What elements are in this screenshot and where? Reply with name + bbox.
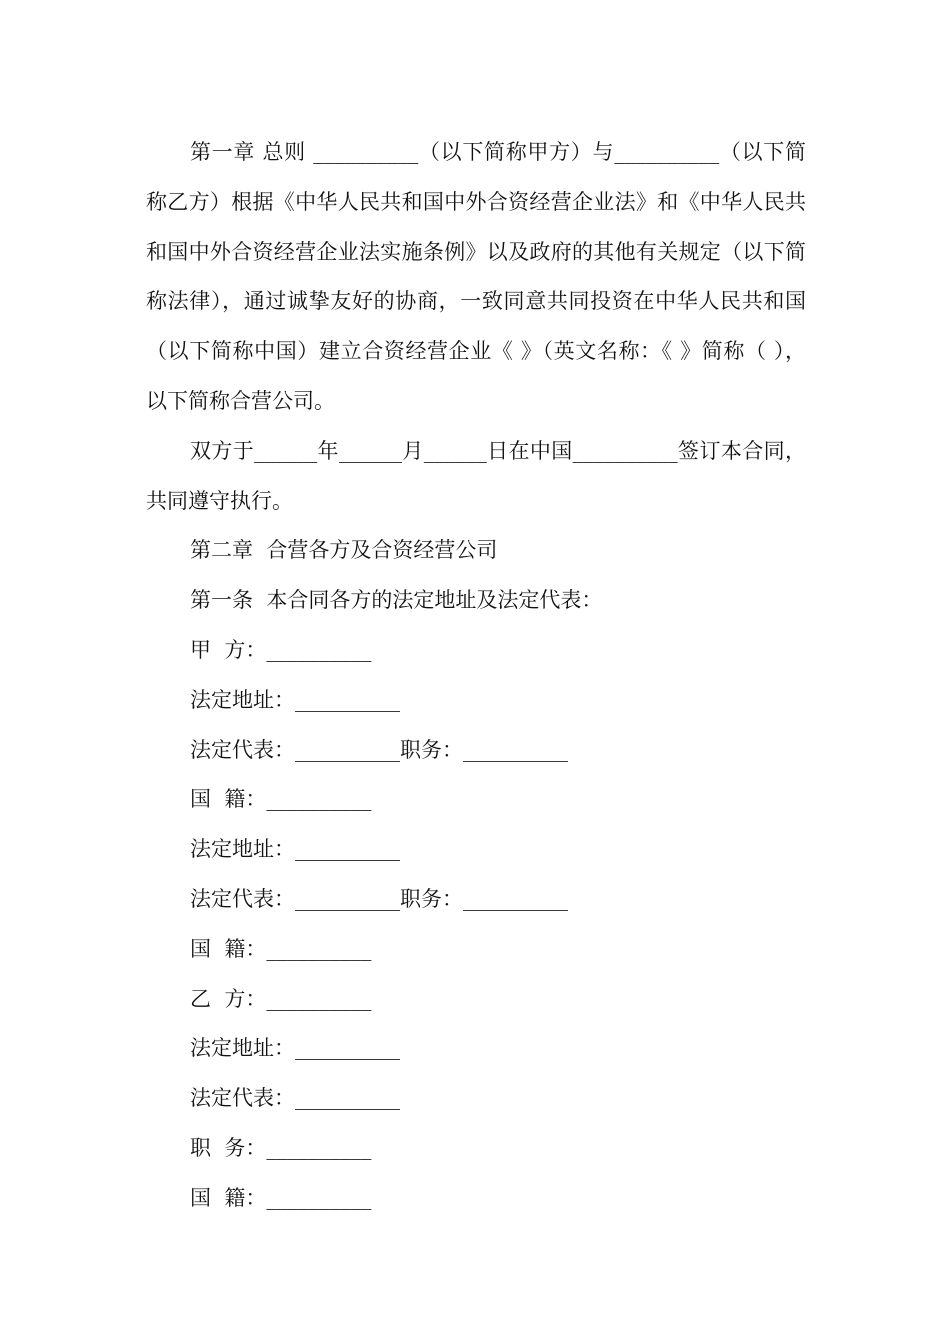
document-page (146, 128, 806, 1224)
legal-rep-field: 法定代表：__________ (190, 1086, 400, 1111)
legal-rep-position-field: 法定代表：__________职务：__________ (190, 886, 568, 911)
nationality-field: 国 籍：__________ (190, 936, 372, 961)
legal-address-field: 法定地址：__________ (190, 687, 400, 712)
nationality-field: 国 籍：__________ (190, 787, 372, 812)
article-one-heading: 第一条 本合同各方的法定地址及法定代表： (190, 588, 603, 613)
nationality-field: 国 籍：__________ (190, 1185, 372, 1210)
legal-address-field: 法定地址：__________ (190, 837, 400, 862)
party-a-field: 甲 方：__________ (190, 637, 372, 662)
legal-rep-position-field: 法定代表：__________职务：__________ (190, 737, 568, 762)
party-b-field: 乙 方：__________ (190, 986, 372, 1011)
chapter-two-heading: 第二章 合营各方及合资经营公司 (190, 538, 498, 563)
position-field: 职 务：__________ (190, 1135, 372, 1160)
chapter-one-paragraph: 第一章 总则 __________（以下简称甲方）与__________（以下简称乙方）根据《中华人民共和国中外合资经营企业法》和《中华人民共和国中外合资经营企业法实施条例》以及政府的其他有关规定（以下简称法律），通过诚挚友好的协商，一致同意共同投资在中华人民共和国（以下简称中国）建立合资经营企业《 》（英文名称：《 》简称（ ），以下简称合营公司。 (146, 140, 806, 413)
signing-paragraph: 双方于______年______月______日在中国__________签订本合同，共同遵守执行。 (146, 438, 806, 513)
legal-address-field: 法定地址：__________ (190, 1036, 400, 1061)
